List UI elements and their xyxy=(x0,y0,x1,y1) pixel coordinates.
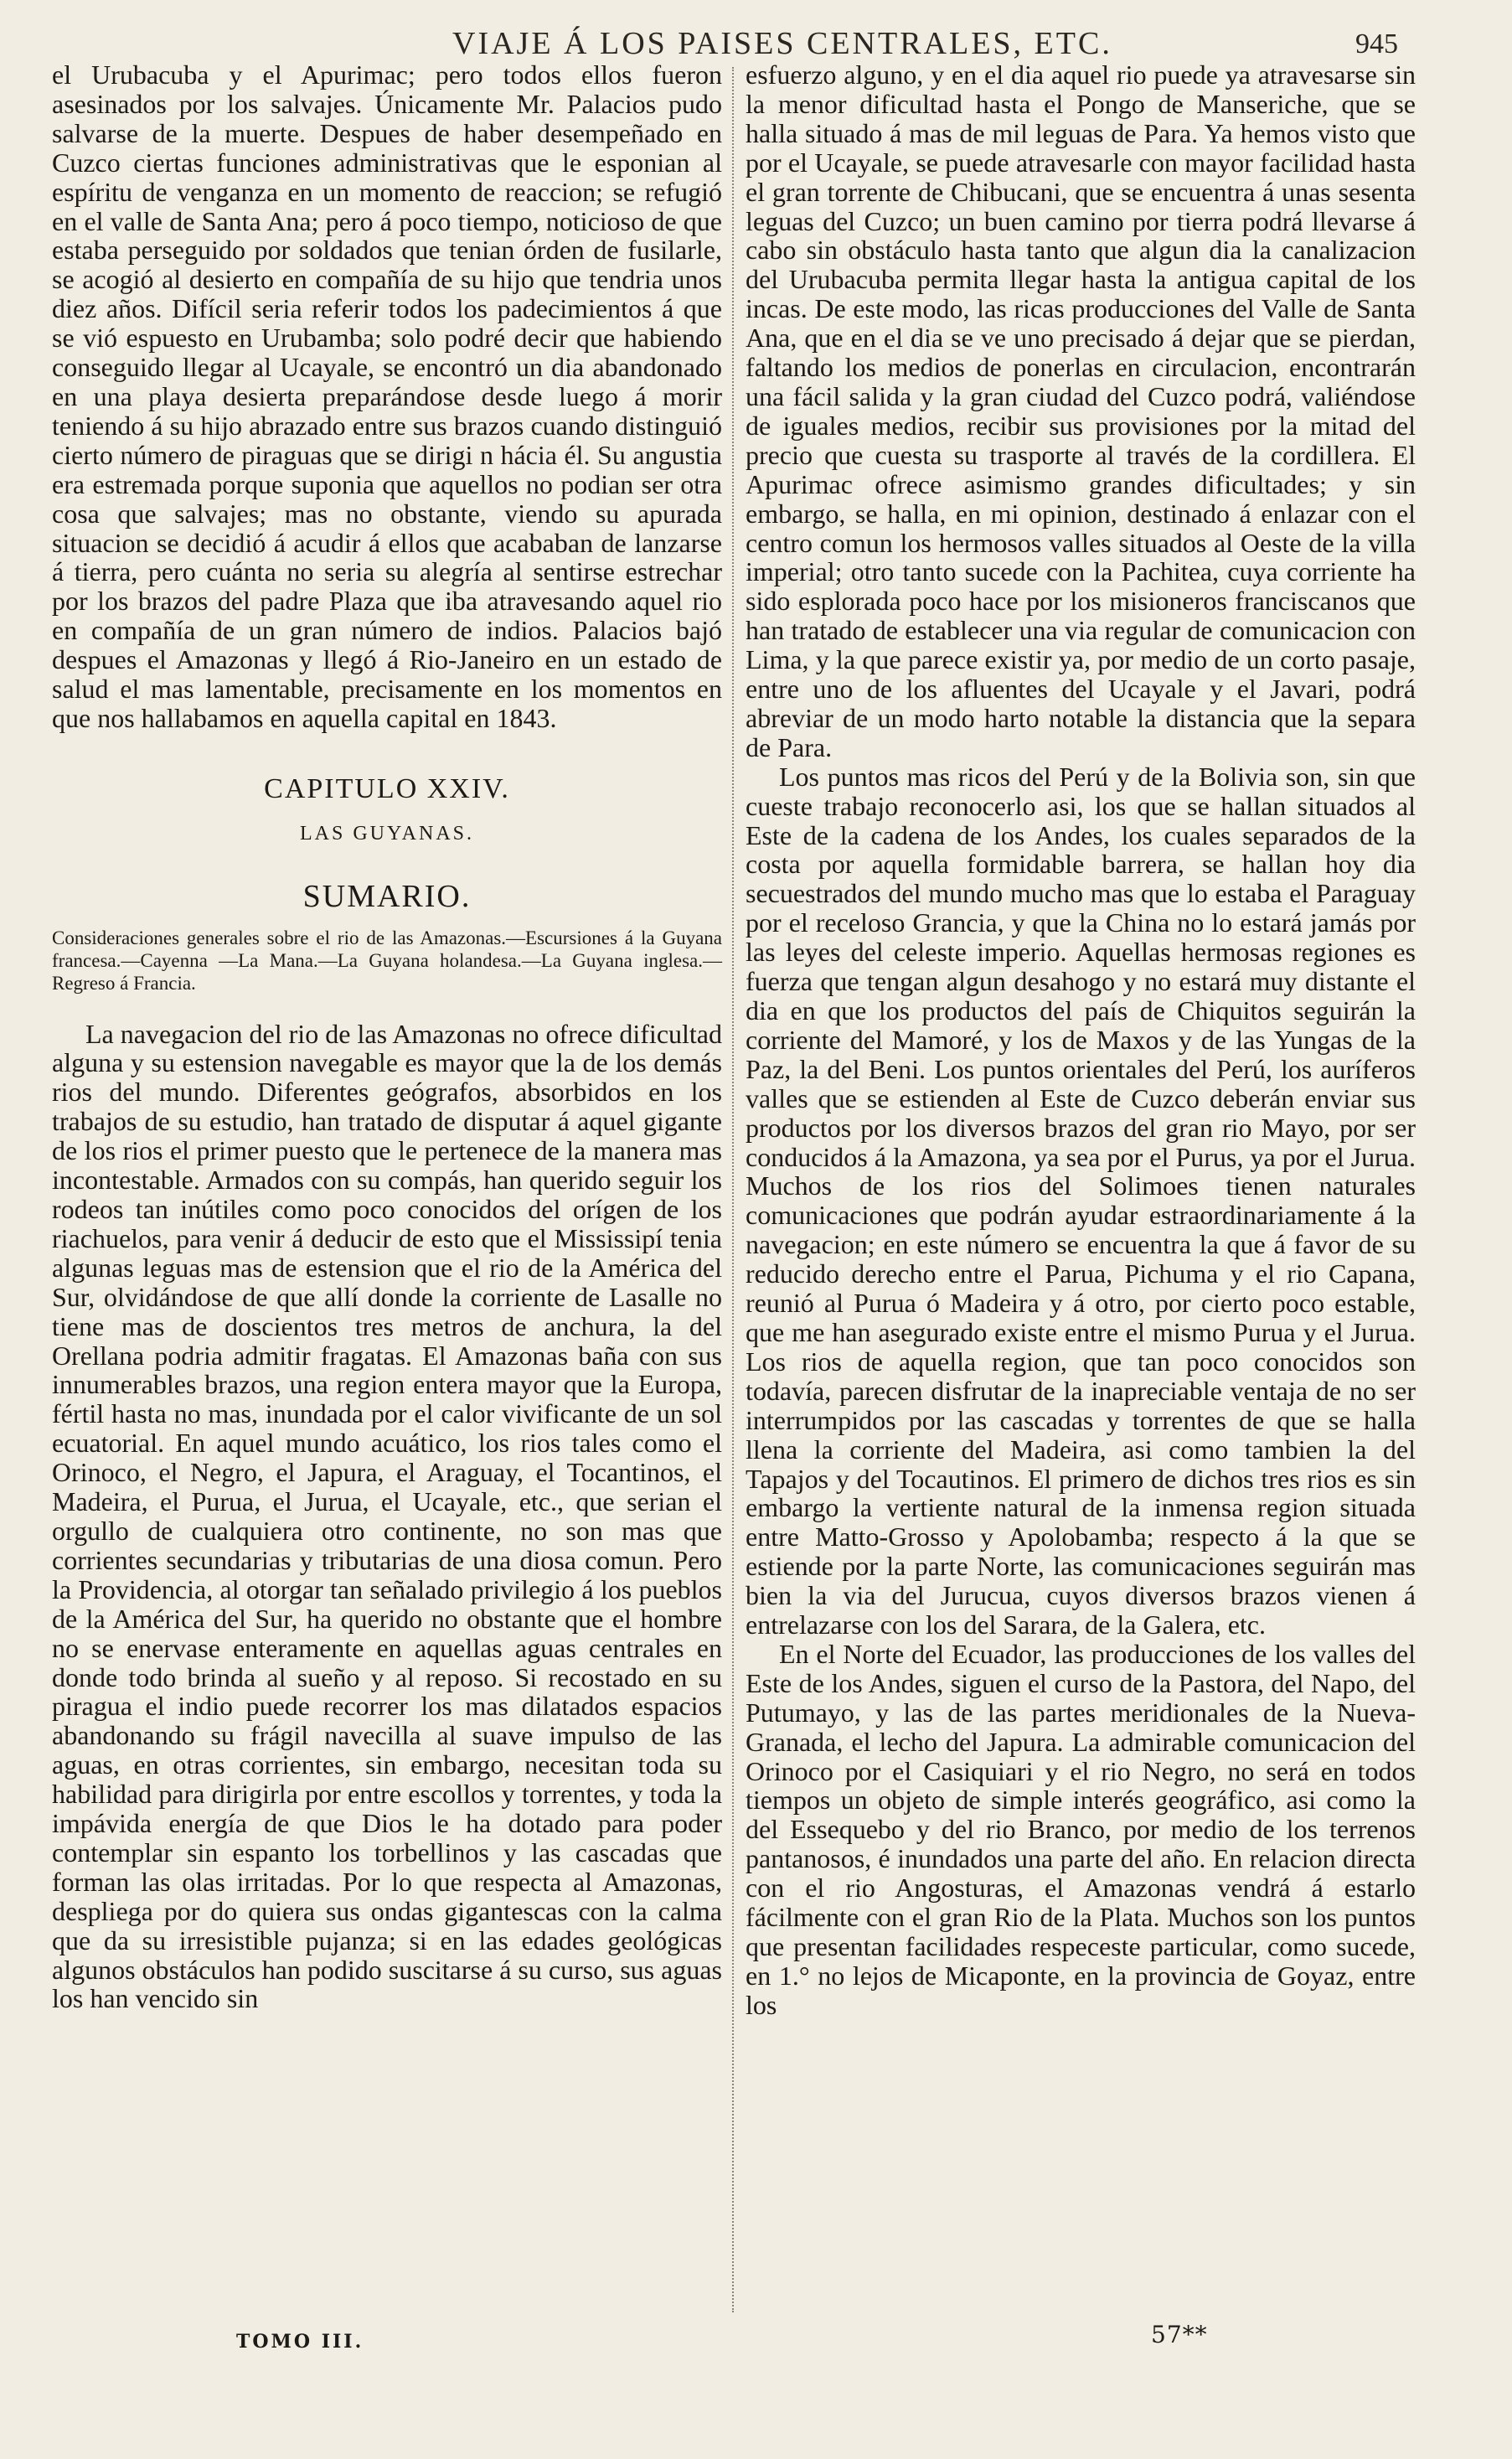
right-column xyxy=(746,60,1416,2020)
paragraph: el Urubacuba y el Apurimac; pero todos ellos fueron asesinados por los salvajes. Únicamente Mr. Palacios pudo salvarse de la muerte. Despues de haber desempeñado en Cuzco ciertas funciones administrativas que le esponian al espíritu de venganza en un momento de reaccion; se refugió en el valle de Santa Ana; pero á poco tiempo, noticioso de que estaba perseguido por soldados que tenian órden de fusilarle, se acogió al desierto en compañía de su hijo que tendria unos diez años. Difícil seria referir todos los padecimientos á que se vió espuesto en Urubamba; solo podré decir que habiendo conseguido llegar al Ucayale, se encontró un dia abandonado en una playa desierta preparándose desde luego á morir teniendo á su hijo abrazado entre sus brazos cuando distinguió cierto número de piraguas que se dirigi n hácia él. Su angustia era estremada porque suponia que aquellos no podian ser otra cosa que salvajes; mas no obstante, viendo su apurada situacion se decidió á acudir á ellos que acababan de lanzarse á tierra, pero cuánta no seria su alegría al sentirse estrechar por los brazos del padre Plaza que iba atravesando aquel rio en compañía de un gran número de indios. Palacios bajó despues el Amazonas y llegó á Rio-Janeiro en un estado de salud el mas lamentable, precisamente en los momentos en que nos hallabamos en aquella capital en 1843. xyxy=(52,59,722,733)
left-column xyxy=(52,60,722,2013)
paragraph: Los puntos mas ricos del Perú y de la Bolivia son, sin que cueste trabajo reconocerlo asi, los que se hallan situados al Este de la cadena de los Andes, los cuales separados de la costa por aquella formidable barrera, se hallan hoy dia secuestrados del mundo mucho mas que lo estaba el Paraguay por el receloso Grancia, y que la China no lo estará jamás por las leyes del celeste imperio. Aquellas hermosas regiones es fuerza que tengan algun desahogo y no estará muy distante el dia en que los productos del país de Chiquitos seguirán la corriente del Mamoré, y los de Maxos y de las Yungas de la Paz, la del Beni. Los puntos orientales del Perú, los auríferos valles que se estienden al Este de Cuzco deberán enviar sus productos por los diversos brazos del gran rio Mayo, por ser conducidos á la Amazona, ya sea por el Purus, ya por el Jurua. Muchos de los rios del Solimoes tienen naturales comunicaciones que podrán ayudar estraordinariamente á la navegacion; en este número se encuentra la que á favor de su reducido derecho entre el Parua, Pichuma y el rio Capana, reunió al Purua ó Madeira y á otro, por cierto poco estable, que me han asegurado existe entre el mismo Purua y el Jurua. Los rios de aquella region, que tan poco conocidos son todavía, parecen disfrutar de la inapreciable ventaja de no ser interrumpidos por las cascadas y torrentes de que se halla llena la corriente del Madeira, asi como tambien la del Tapajos y del Tocautinos. El primero de dichos tres rios es sin embargo la vertiente natural de la inmensa region situada entre Matto-Grosso y Apolobamba; respecto á la que se estiende por la parte Norte, las comunicaciones seguirán mas bien la via del Jurucua, cuyos diversos brazos vienen á entrelazarse con los del Sarara, de la Galera, etc. xyxy=(746,761,1416,1640)
paragraph: La navegacion del rio de las Amazonas no ofrece dificultad alguna y su estension navegable es mayor que la de los demás rios del mundo. Diferentes geógrafos, absorbidos en los trabajos de su estudio, han tratado de disputar á aquel gigante de los rios el primer puesto que le pertenece de la manera mas incontestable. Armados con su compás, han querido seguir los rodeos tan inútiles como poco conocidos del orígen de los riachuelos, para venir á deducir de esto que el Mississipí tenia algunas leguas mas de estension que el rio de la América del Sur, olvidándose de que allí donde la corriente de Lasalle no tiene mas de doscientos tres metros de anchura, la del Orellana podria admitir fragatas. El Amazonas baña con sus innumerables brazos, una region entera mayor que la Europa, fértil hasta no mas, inundada por el calor vivificante de un sol ecuatorial. En aquel mundo acuático, los rios tales como el Orinoco, el Negro, el Japura, el Araguay, el Tocantinos, el Madeira, el Purua, el Jurua, el Ucayale, etc., que serian el orgullo de cualquiera otro continente, no son mas que corrientes secundarias y tributarias de una diosa comun. Pero la Providencia, al otorgar tan señalado privilegio á los pueblos de la América del Sur, ha querido no obstante que el hombre no se enervase enteramente en aquellas aguas centrales en donde todo brinda al sueño y al reposo. Si recostado en su piragua el indio puede recorrer los mas dilatados espacios abandonando su frágil navecilla al suave impulso de las aguas, en otras corrientes, sin embargo, necesitan toda su habilidad para dirigirla por entre escollos y torrentes, y toda la impávida energía de que Dios le ha dotado para poder contemplar sin espanto los torbellinos y las cascadas que forman las olas irritadas. Por lo que respecta al Amazonas, despliega por do quiera sus ondas gigantescas con la calma que da su irresistible pujanza; si en las edades geológicas algunos obstáculos han podido suscitarse á su curso, sus aguas los han vencido sin xyxy=(52,1018,722,2014)
sumario-text: Consideraciones generales sobre el rio de las Amazonas.—Escursiones á la Guyana francesa.—Cayenna —La Mana.—La Guyana holandesa.—La Guyana inglesa.—Regreso á Francia. xyxy=(52,927,722,994)
running-title: VIAJE Á LOS PAISES CENTRALES, ETC. xyxy=(452,26,1112,61)
paragraph: esfuerzo alguno, y en el dia aquel rio puede ya atravesarse sin la menor dificultad hasta el Pongo de Manseriche, que se halla situado á mas de mil leguas de Para. Ya hemos visto que por el Ucayale, se puede atravesarle con mayor facilidad hasta el gran torrente de Chibucani, que se encuentra á unas sesenta leguas del Cuzco; un buen camino por tierra podrá llevarse á cabo sin obstáculo hasta tanto que algun dia la canalizacion del Urubacuba permita llegar hasta la antigua capital de los incas. De este modo, las ricas producciones del Valle de Santa Ana, que en el dia se ve uno precisado á dejar que se pierdan, faltando los medios de ponerlas en circulacion, encontrarán una fácil salida y la gran ciudad del Cuzco podrá, valiéndose de iguales medios, recibir sus provisiones por la mitad del precio que cuesta su trasporte al través de la cordillera. El Apurimac ofrece asimismo grandes dificultades; y sin embargo, se halla, en mi opinion, destinado á enlazar con el centro comun los hermosos valles situados al Oeste de la villa imperial; otro tanto sucede con la Pachitea, cuya corriente ha sido esplorada poco hace por los misioneros franciscanos que han tratado de establecer una via regular de comunicacion con Lima, y la que parece existir ya, por medio de un corto pasaje, entre uno de los afluentes del Ucayale y el Javari, podrá abreviar de un modo harto notable la distancia que la separa de Para. xyxy=(746,59,1416,762)
chapter-heading: CAPITULO XXIV. xyxy=(264,772,510,804)
chapter-subtitle: LAS GUYANAS. xyxy=(299,822,475,845)
paragraph: En el Norte del Ecuador, las producciones de los valles del Este de los Andes, siguen el curso de la Pastora, del Napo, del Putumayo, y las de las partes meridionales de la Nueva-Granada, el lecho del Japura. La admirable comunicacion del Orinoco por el Casiquiari y el rio Negro, no será en todos tiempos un objeto de simple interés geográfico, asi como la del Essequebo y del rio Branco, por medio de los terrenos pantanosos, é inundados una parte del año. En relacion directa con el rio Angosturas, el Amazonas vendrá á estarlo fácilmente con el gran Rio de la Plata. Muchos son los puntos que presentan facilidades respeceste particular, como sucede, en 1.° no lejos de Micaponte, en la provincia de Goyaz, entre los xyxy=(746,1638,1416,2020)
column-divider xyxy=(732,67,734,2312)
page-number: 945 xyxy=(1355,28,1398,59)
sumario-heading: SUMARIO. xyxy=(302,878,472,914)
signature-mark: 57** xyxy=(1151,2321,1208,2348)
volume-label: TOMO III. xyxy=(236,2331,364,2353)
